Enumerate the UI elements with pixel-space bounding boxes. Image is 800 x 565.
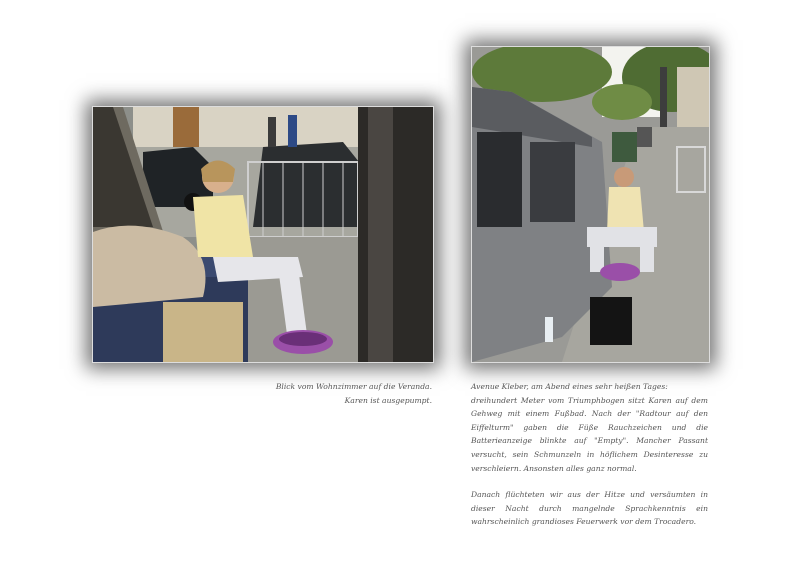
caption-left-line1: Blick vom Wohnzimmer auf die Veranda.: [275, 382, 432, 391]
caption-right-title: Avenue Kleber, am Abend eines sehr heißen Tages:: [471, 382, 668, 391]
photo-left: [92, 106, 434, 363]
photo-van-on-sidewalk-footbath-icon: [472, 47, 709, 362]
photo-woman-in-van-footbath-icon: [93, 107, 433, 362]
photo-right: [471, 46, 710, 363]
caption-right: [471, 380, 708, 542]
caption-right-paragraph2: Danach flüchteten wir aus der Hitze und versäumten in dieser Nacht durch mangelnde Sprachkenntnis ein wahrscheinlich grandioses Feuerwerk vor dem Trocadero.: [471, 490, 708, 527]
caption-right-body1: dreihundert Meter vom Triumphbogen sitzt Karen auf dem Gehweg mit einem Fußbad. Nach der "Radtour auf den Eiffelturm" gaben die Füße Rauchzeichen und die Batterieanzeige blinkte auf "Empty". Mancher Passant versucht, sein Schmunzeln in höflichem Desinteresse zu verschleiern. Ansonsten alles ganz normal.: [471, 395, 708, 473]
caption-right-paragraph1: [471, 380, 708, 475]
caption-left: [212, 380, 432, 407]
caption-left-line2: Karen ist ausgepumpt.: [344, 395, 432, 405]
